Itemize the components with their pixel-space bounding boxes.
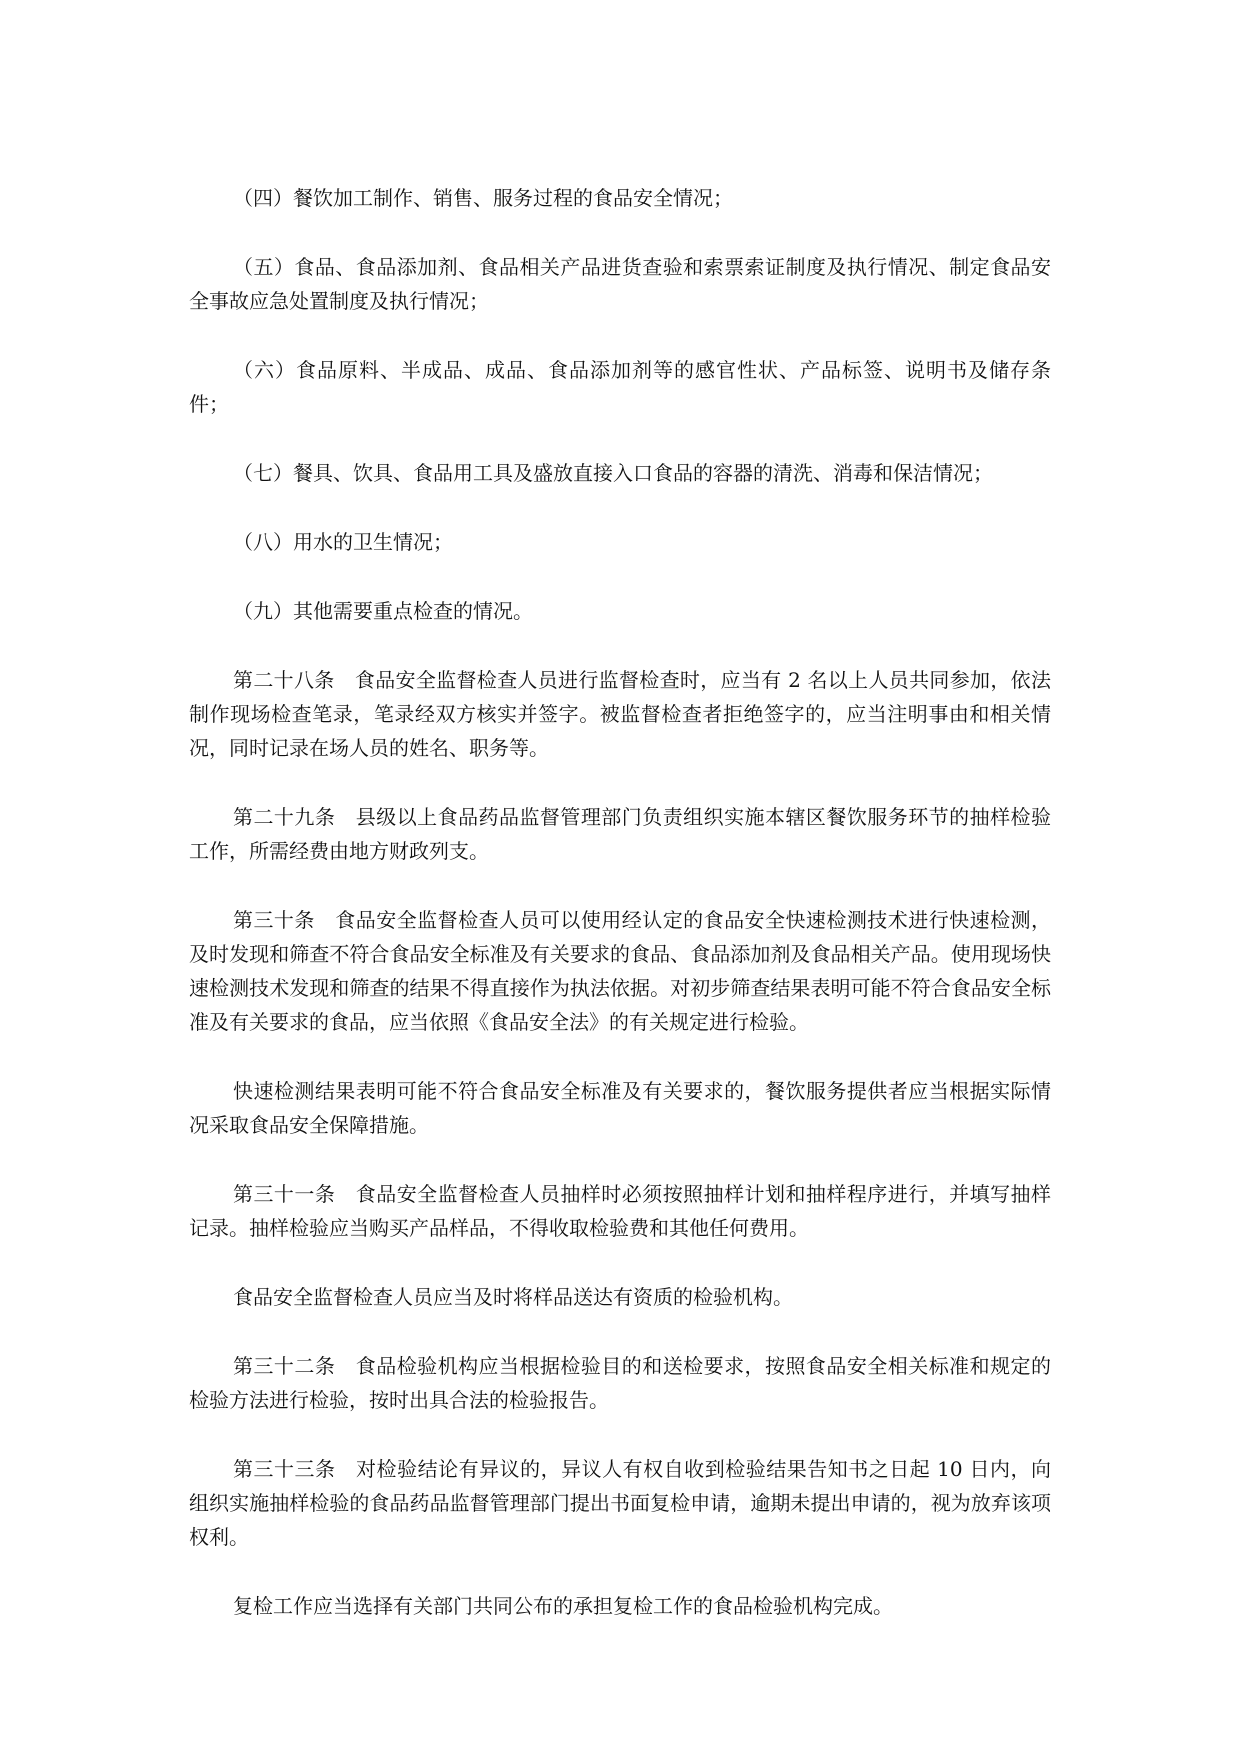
article-31: 第三十一条 食品安全监督检查人员抽样时必须按照抽样计划和抽样程序进行，并填写抽样记录。抽样检验应当购买产品样品，不得收取检验费和其他任何费用。 (189, 1182, 1051, 1240)
paragraph-item-9: （九）其他需要重点检查的情况。 (233, 599, 533, 623)
paragraph-item-6: （六）食品原料、半成品、成品、食品添加剂等的感官性状、产品标签、说明书及储存条件； (189, 358, 1051, 416)
paragraph-item-7: （七）餐具、饮具、食品用工具及盛放直接入口食品的容器的清洗、消毒和保洁情况； (233, 461, 993, 485)
paragraph-item-8: （八）用水的卫生情况； (233, 530, 453, 554)
article-31-continuation: 食品安全监督检查人员应当及时将样品送达有资质的检验机构。 (233, 1285, 793, 1309)
article-30-continuation: 快速检测结果表明可能不符合食品安全标准及有关要求的，餐饮服务提供者应当根据实际情况采取食品安全保障措施。 (189, 1079, 1051, 1137)
article-33: 第三十三条 对检验结论有异议的，异议人有权自收到检验结果告知书之日起 10 日内，向组织实施抽样检验的食品药品监督管理部门提出书面复检申请，逾期未提出申请的，视为放弃该项权利。 (189, 1457, 1051, 1549)
paragraph-item-4: （四）餐饮加工制作、销售、服务过程的食品安全情况； (233, 186, 733, 210)
article-29: 第二十九条 县级以上食品药品监督管理部门负责组织实施本辖区餐饮服务环节的抽样检验工作，所需经费由地方财政列支。 (189, 805, 1051, 863)
article-28: 第二十八条 食品安全监督检查人员进行监督检查时，应当有 2 名以上人员共同参加，依法制作现场检查笔录，笔录经双方核实并签字。被监督检查者拒绝签字的，应当注明事由和相关情况，同时记录在场人员的姓名、职务等。 (189, 668, 1051, 760)
article-32: 第三十二条 食品检验机构应当根据检验目的和送检要求，按照食品安全相关标准和规定的检验方法进行检验，按时出具合法的检验报告。 (189, 1354, 1051, 1412)
article-30: 第三十条 食品安全监督检查人员可以使用经认定的食品安全快速检测技术进行快速检测，及时发现和筛查不符合食品安全标准及有关要求的食品、食品添加剂及食品相关产品。使用现场快速检测技术发现和筛查的结果不得直接作为执法依据。对初步筛查结果表明可能不符合食品安全标准及有关要求的食品，应当依照《食品安全法》的有关规定进行检验。 (189, 908, 1051, 1034)
article-33-continuation: 复检工作应当选择有关部门共同公布的承担复检工作的食品检验机构完成。 (233, 1594, 893, 1618)
paragraph-item-5: （五）食品、食品添加剂、食品相关产品进货查验和索票索证制度及执行情况、制定食品安全事故应急处置制度及执行情况； (189, 255, 1051, 313)
document-body (189, 181, 1051, 1658)
